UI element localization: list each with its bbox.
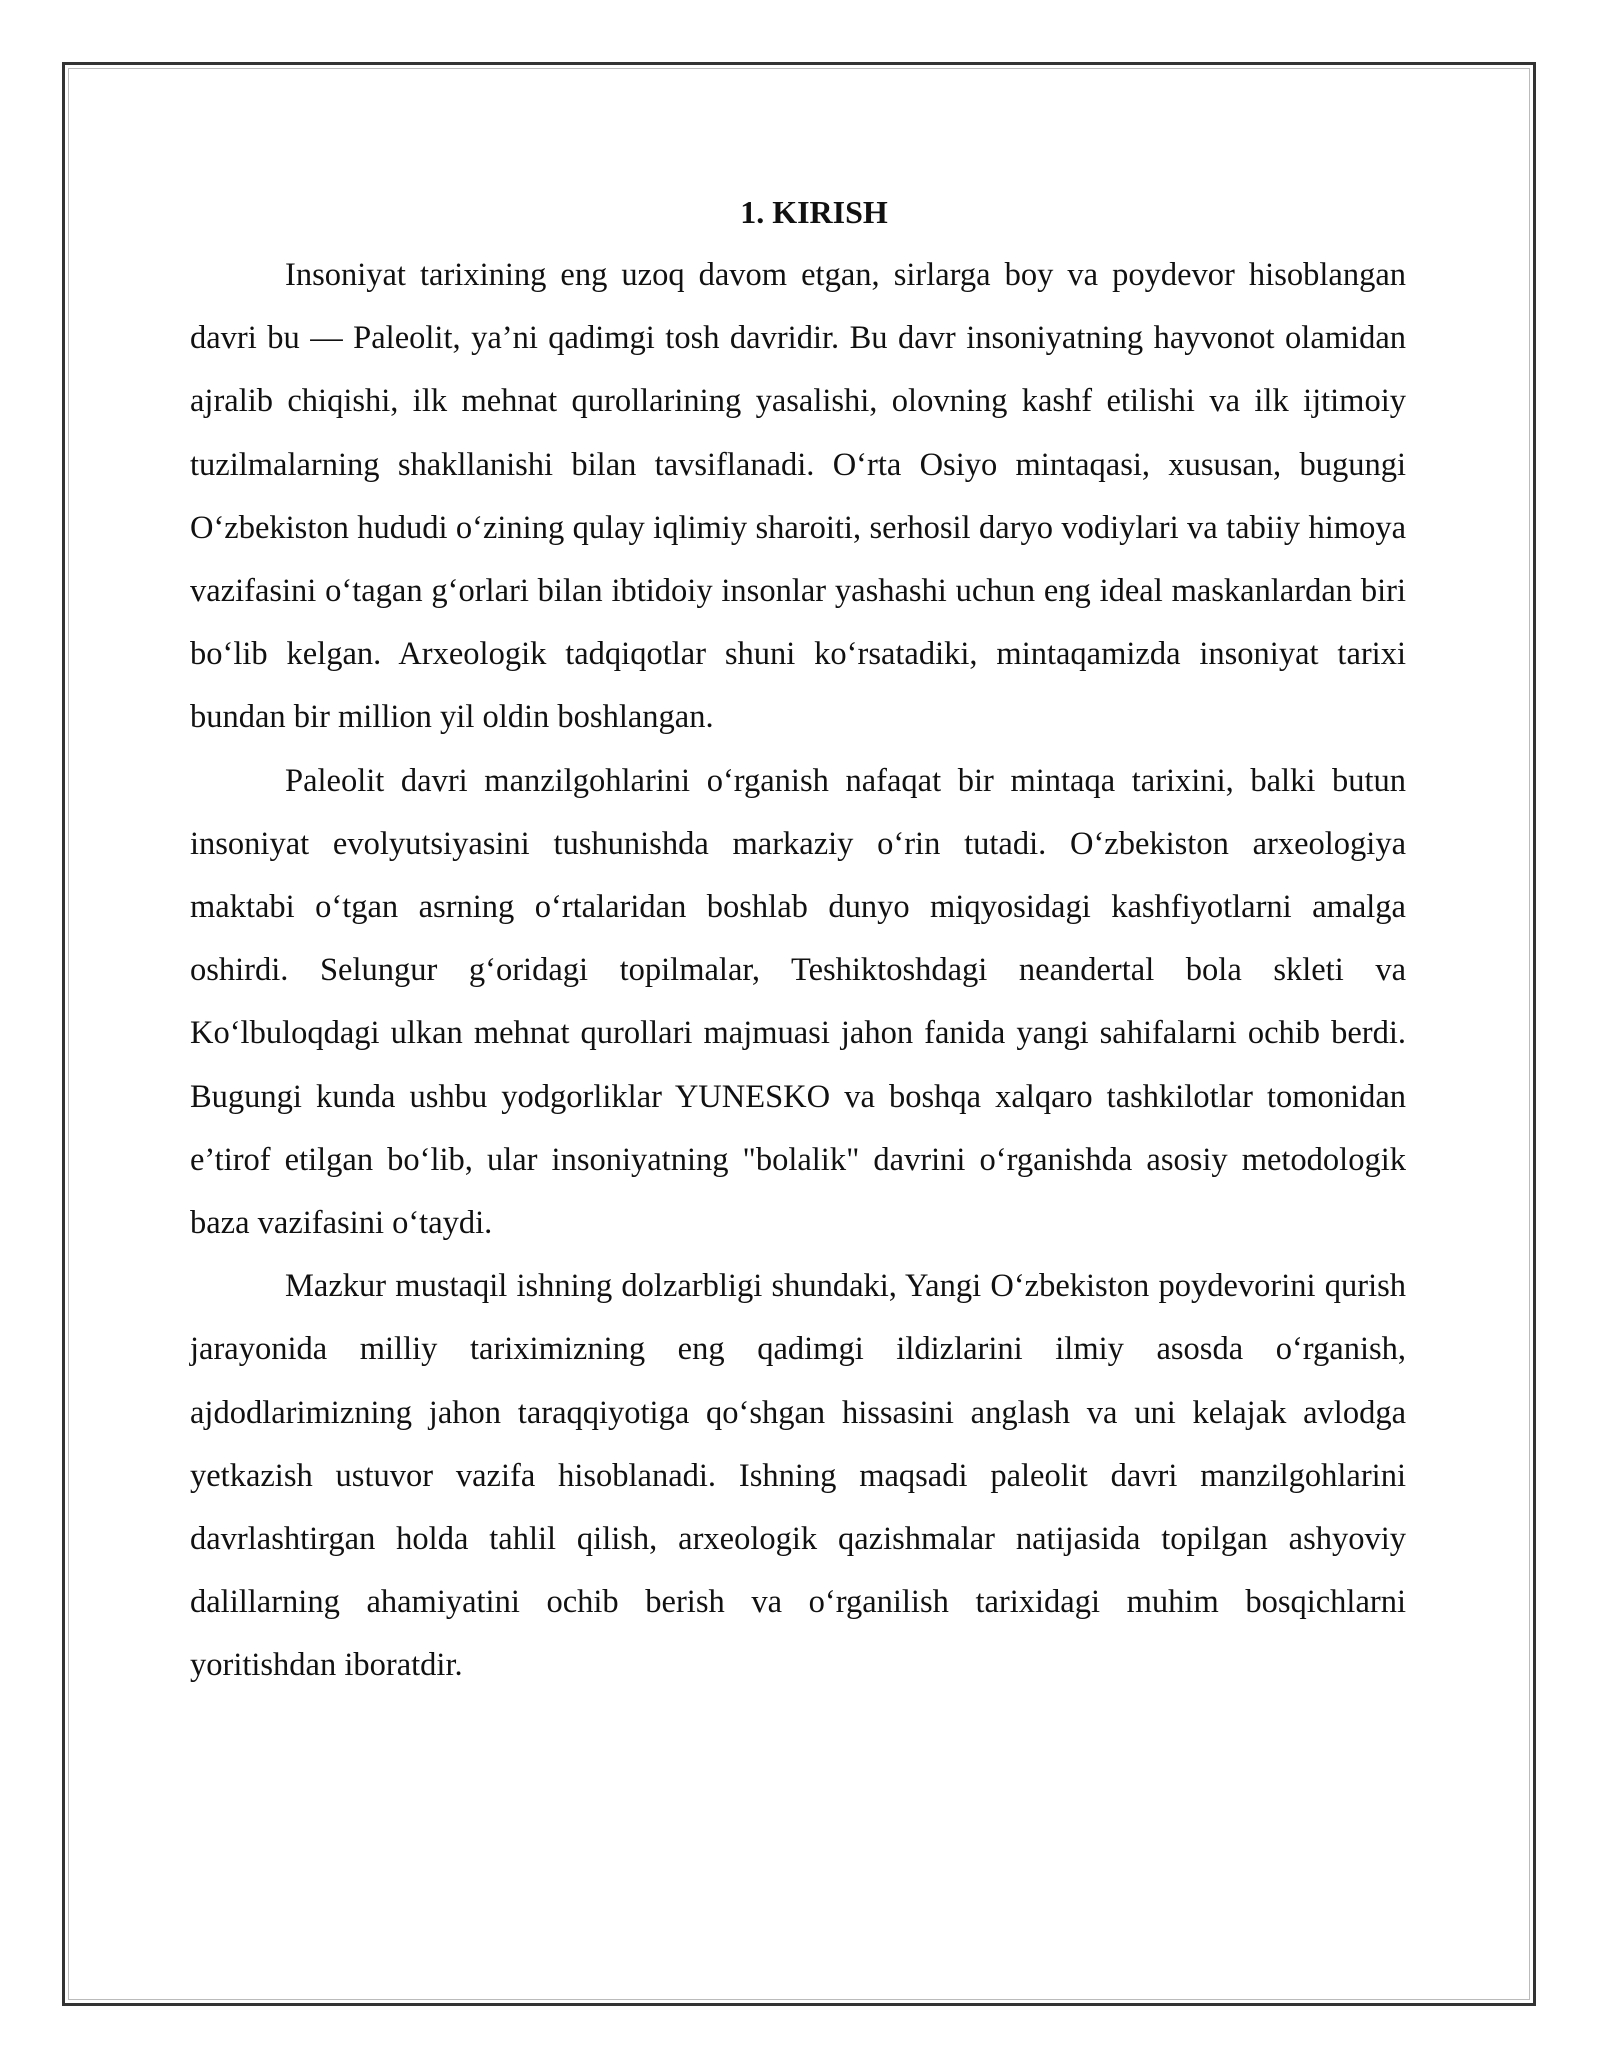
document-body [190,180,1406,1698]
paragraph-1: Insoniyat tarixining eng uzoq davom etgan, sirlarga boy va poydevor hisoblangan davri bu — Paleolit, ya’ni qadimgi tosh davridir. Bu davr insoniyatning hayvonot olamidan ajralib chiqishi, ilk mehnat qurollarining yasalishi, olovning kashf etilishi va ilk ijtimoiy tuzilmalarning shakllanishi bilan tavsiflanadi. O‘rta Osiyo mintaqasi, xususan, bugungi O‘zbekiston hududi o‘zining qulay iqlimiy sharoiti, serhosil daryo vodiylari va tabiiy himoya vazifasini o‘tagan g‘orlari bilan ibtidoiy insonlar yashashi uchun eng ideal maskanlardan biri bo‘lib kelgan. Arxeologik tadqiqotlar shuni ko‘rsatadiki, mintaqamizda insoniyat tarixi bundan bir million yil oldin boshlangan. [190,257,1406,736]
section-heading: 1. KIRISH [740,194,888,230]
paragraph-2: Paleolit davri manzilgohlarini o‘rganish nafaqat bir mintaqa tarixini, balki butun insoniyat evolyutsiyasini tushunishda markaziy o‘rin tutadi. O‘zbekiston arxeologiya maktabi o‘tgan asrning o‘rtalaridan boshlab dunyo miqyosidagi kashfiyotlarni amalga oshirdi. Selungur g‘oridagi topilmalar, Teshiktoshdagi neandertal bola skleti va Ko‘lbuloqdagi ulkan mehnat qurollari majmuasi jahon fanida yangi sahifalarni ochib berdi. Bugungi kunda ushbu yodgorliklar YUNESKO va boshqa xalqaro tashkilotlar tomonidan e’tirof etilgan bo‘lib, ular insoniyatning "bolalik" davrini o‘rganishda asosiy metodologik baza vazifasini o‘taydi. [190,762,1406,1242]
paragraph-3: Mazkur mustaqil ishning dolzarbligi shundaki, Yangi O‘zbekiston poydevorini qurish jarayonida milliy tariximizning eng qadimgi ildizlarini ilmiy asosda o‘rganish, ajdodlarimizning jahon taraqqiyotiga qo‘shgan hissasini anglash va uni kelajak avlodga yetkazish ustuvor vazifa hisoblanadi. Ishning maqsadi paleolit davri manzilgohlarini davrlashtirgan holda tahlil qilish, arxeologik qazishmalar natijasida topilgan ashyoviy dalillarning ahamiyatini ochib berish va o‘rganilish tarixidagi muhim bosqichlarni yoritishdan iboratdir. [190,1268,1406,1684]
